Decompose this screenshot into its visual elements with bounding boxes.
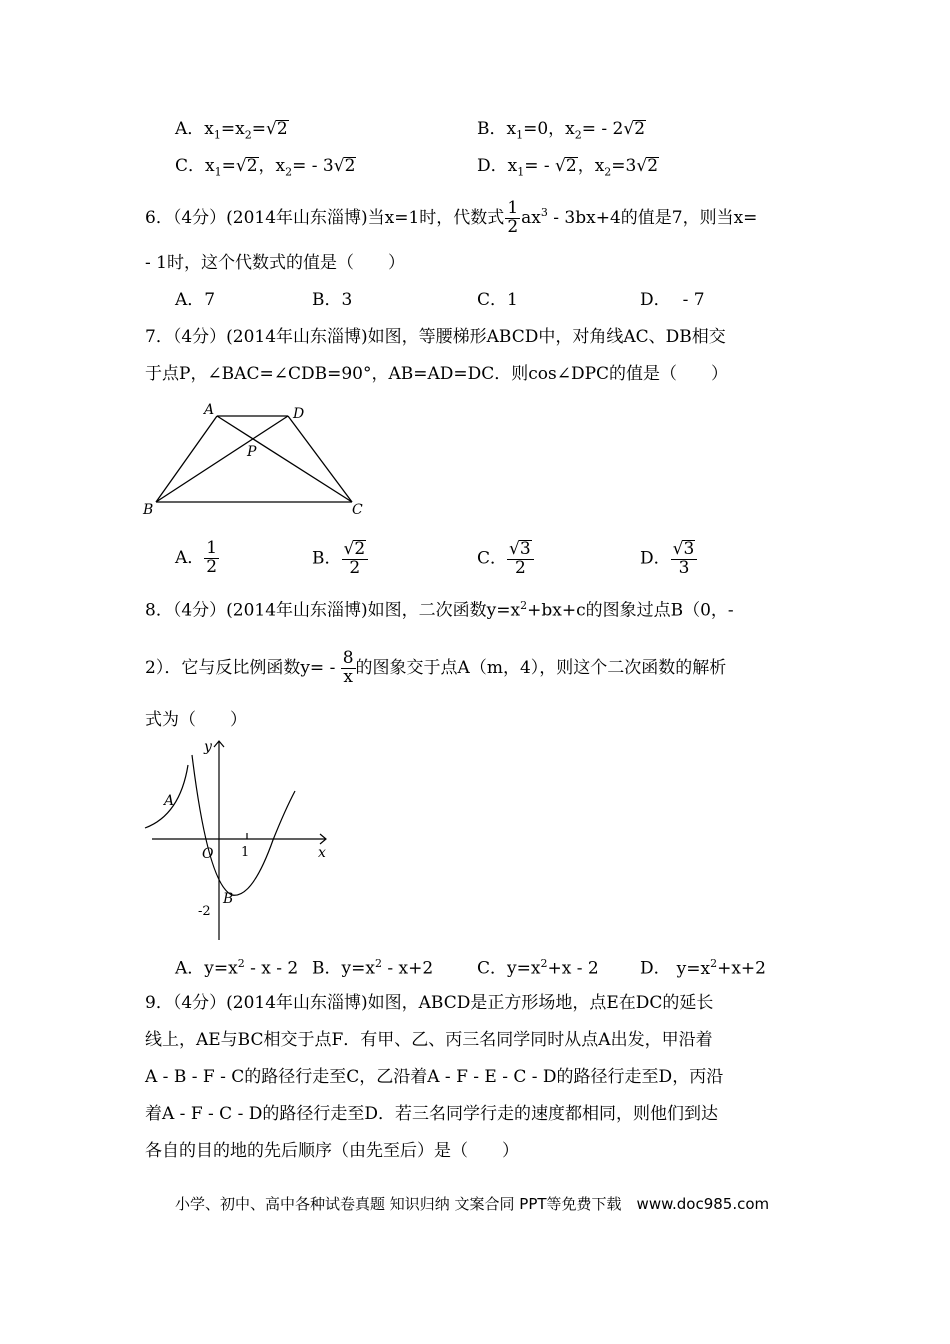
trapezoid-figure xyxy=(138,398,373,520)
graph-label-b: B xyxy=(223,891,234,907)
q7-option-d: D． $\frac{√3}{3}$ xyxy=(640,540,697,578)
parabola-graph xyxy=(140,735,340,945)
q5-option-c: C．$x_1=√2$，$x_2=$ ‐ 3√2 xyxy=(175,156,356,179)
diagonal-db xyxy=(156,416,288,502)
label-c: C xyxy=(352,502,363,518)
trapezoid-edge-dc xyxy=(288,416,352,502)
q6-stem-line2: ‐ 1时，这个代数式的值是（ ） xyxy=(145,253,405,273)
q9-stem-line4: 着A ‐ F ‐ C ‐ D的路径行走至D．若三名同学行走的速度都相同，则他们到达 xyxy=(145,1104,718,1124)
diagonal-ac xyxy=(217,416,352,502)
q9-stem-line3: A ‐ B ‐ F ‐ C的路径行走至C，乙沿着A ‐ F ‐ E ‐ C ‐ D的路径行走至D，丙沿 xyxy=(145,1067,724,1087)
q7-option-a: A． $\frac{1}{2}$ xyxy=(175,538,218,577)
q9-stem-line5: 各自的目的地的先后顺序（由先至后）是（ ） xyxy=(145,1141,519,1161)
label-b: B xyxy=(143,502,154,518)
q5-option-b: B．$x_1=0$，$x_2=$ ‐ 2√2 xyxy=(477,119,646,142)
trapezoid-edge-ab xyxy=(156,416,217,502)
graph-label-o: O xyxy=(202,846,214,862)
label-d: D xyxy=(293,406,305,422)
q6-option-c: C．1 xyxy=(477,290,518,310)
q7-option-c: C． $\frac{√3}{2}$ xyxy=(477,540,534,578)
footer-ad: 小学、初中、高中各种试卷真题 知识归纳 文案合同 PPT等免费下载 www.doc985.com xyxy=(175,1195,770,1213)
q7-stem-line2: 于点P，∠BAC=∠CDB=90°，AB=AD=DC．则cos∠DPC的值是（ ） xyxy=(145,364,729,384)
q8-option-b: B．$y=x^2$ ‐ x+2 xyxy=(312,957,434,979)
q8-option-a: A．$y=x^2$ ‐ x ‐ 2 xyxy=(175,957,299,979)
q9-stem-line1: 9．（4分）(2014年山东淄博)如图，ABCD是正方形场地，点E在DC的延长 xyxy=(145,993,714,1013)
graph-label-a: A xyxy=(164,793,175,809)
graph-label-minus2: -2 xyxy=(198,904,211,919)
q8-option-d: D． $y=x^2+x+2$ xyxy=(640,957,766,979)
parabola-curve xyxy=(192,755,295,895)
q8-stem-line2: 2）．它与反比例函数y= ‐ $\frac{8}{x}$ 的图象交于点A（m，4），则这个二次函数的解析 xyxy=(145,648,727,687)
q6-option-d: D． ‐ 7 xyxy=(640,290,705,310)
q6-stem-line1: 6．（4分）(2014年山东淄博)当x=1时，代数式 $\frac{1}{2}$ $ax^3$ ‐ 3bx+4的值是7，则当x= xyxy=(145,198,758,237)
graph-label-one: 1 xyxy=(241,845,250,860)
q6-option-b: B．3 xyxy=(312,290,353,310)
q5-option-d: D．$x_1=$ ‐ √2，$x_2=3√2$ xyxy=(477,156,659,179)
q7-stem-line1: 7．（4分）(2014年山东淄博)如图，等腰梯形ABCD中，对角线AC、DB相交 xyxy=(145,327,726,347)
graph-label-y: y xyxy=(204,739,212,755)
label-a: A xyxy=(204,402,215,418)
q6-option-a: A．7 xyxy=(175,290,216,310)
q5-option-a: A．$x_1=x_2=√2$ xyxy=(175,119,288,142)
q8-option-c: C．$y=x^2+x$ ‐ 2 xyxy=(477,957,599,979)
q8-stem-line1: 8．（4分）(2014年山东淄博)如图，二次函数$y=x^2+bx+c$的图象过点B（0，‐ xyxy=(145,599,734,621)
graph-label-x: x xyxy=(318,845,326,861)
q7-option-b: B． $\frac{√2}{2}$ xyxy=(312,540,368,578)
label-p: P xyxy=(247,444,257,460)
q9-stem-line2: 线上，AE与BC相交于点F．有甲、乙、丙三名同学同时从点A出发，甲沿着 xyxy=(145,1030,713,1050)
q8-stem-line3: 式为（ ） xyxy=(145,710,247,730)
